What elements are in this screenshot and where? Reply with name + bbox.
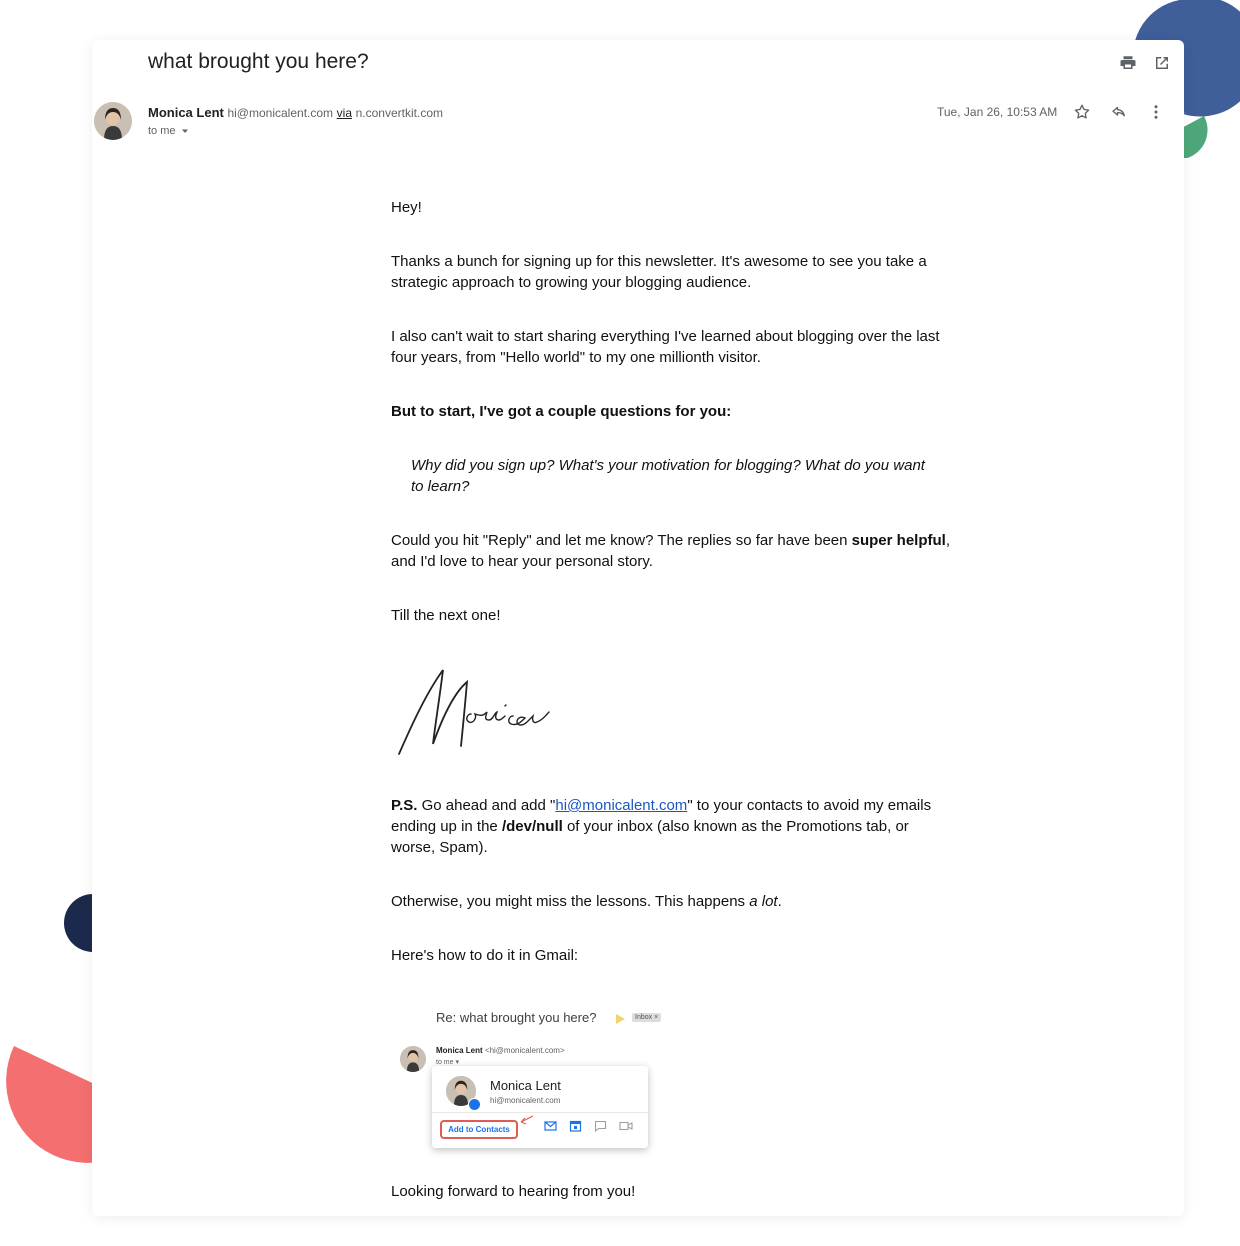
popup-email: hi@monicalent.com: [490, 1096, 561, 1105]
p4-text-c: , and I'd love to hear your personal story.: [391, 532, 950, 570]
more-vertical-icon[interactable]: [1146, 102, 1166, 122]
paragraph-5: Till the next one!: [391, 607, 501, 624]
closing: Looking forward to hearing from you!: [391, 1183, 636, 1200]
top-toolbar: [1118, 53, 1172, 73]
ps-paragraph: [391, 795, 951, 858]
greeting: Hey!: [391, 199, 422, 216]
ps-text-b: " to your contacts to avoid my emails ending up in the: [391, 797, 932, 835]
message-actions: [1072, 102, 1166, 122]
paragraph-4: [391, 530, 951, 572]
sender-name[interactable]: Monica Lent: [148, 105, 224, 120]
screenshot-sender: [436, 1046, 565, 1055]
add-to-contacts-button: Add to Contacts: [440, 1120, 518, 1139]
p4-text-a: Could you hit "Reply" and let me know? The replies so far have been: [391, 532, 852, 549]
email-subject: what brought you here?: [148, 50, 369, 73]
contact-popup: [432, 1066, 648, 1148]
p6-text-c: .: [777, 893, 782, 910]
p6-text-a: Otherwise, you might miss the lessons. This happens: [391, 893, 750, 910]
via-domain: n.convertkit.com: [355, 106, 443, 120]
popup-icon-row: [544, 1120, 633, 1132]
paragraph-2: I also can't wait to start sharing everything I've learned about blogging over the last four years, from "Hello world" to my one millionth visitor.: [391, 328, 940, 366]
popup-name: Monica Lent: [490, 1078, 561, 1093]
email-card: [92, 40, 1184, 1216]
importance-marker-icon: [616, 1014, 625, 1024]
p4-bold: super helpful: [851, 532, 946, 549]
screenshot-subject: Re: what brought you here?: [436, 1010, 597, 1025]
ps-text-c: of your inbox (also known as the Promotions tab, or worse, Spam).: [391, 818, 909, 856]
paragraph-6: [391, 891, 951, 912]
sender-avatar[interactable]: [94, 102, 132, 140]
via-link[interactable]: via: [336, 106, 352, 120]
to-me-label: to me: [148, 125, 176, 137]
email-date: Tue, Jan 26, 10:53 AM: [937, 105, 1058, 119]
paragraph-3: But to start, I've got a couple questions for you:: [391, 403, 732, 420]
ps-bold: /dev/null: [501, 818, 563, 835]
ps-text-a: Go ahead and add ": [417, 797, 556, 814]
screenshot-avatar: [400, 1046, 426, 1072]
p6-italic: a lot: [749, 893, 778, 910]
screenshot-to: to me ▾: [436, 1059, 459, 1066]
email-link[interactable]: hi@monicalent.com: [555, 797, 688, 814]
sender-email: hi@monicalent.com: [227, 106, 334, 120]
video-icon: [619, 1120, 633, 1132]
ps-label: P.S.: [391, 797, 418, 814]
quote: Why did you sign up? What's your motivation for blogging? What do you want to learn?: [411, 457, 925, 495]
calendar-icon: [569, 1120, 582, 1132]
popup-divider: [432, 1112, 648, 1113]
inbox-tag: Inbox ×: [632, 1013, 661, 1022]
chevron-down-icon: [180, 126, 190, 136]
chat-icon: [594, 1120, 607, 1132]
recipient-toggle[interactable]: [148, 125, 190, 137]
open-in-new-window-icon[interactable]: [1152, 53, 1172, 73]
screenshot-sender-email: <hi@monicalent.com>: [484, 1046, 565, 1055]
print-icon[interactable]: [1118, 53, 1138, 73]
red-arrow-icon: [518, 1114, 534, 1126]
paragraph-7: Here's how to do it in Gmail:: [391, 947, 579, 964]
reply-icon[interactable]: [1109, 102, 1129, 122]
contact-badge-icon: [468, 1098, 481, 1111]
gmail-instruction-screenshot: [394, 996, 664, 1156]
handwritten-signature: [395, 662, 585, 762]
paragraph-1: Thanks a bunch for signing up for this newsletter. It's awesome to see you take a strategic approach to growing your blogging audience.: [391, 253, 927, 291]
star-icon[interactable]: [1072, 102, 1092, 122]
sender-line: [148, 105, 443, 120]
mail-icon: [544, 1120, 557, 1132]
screenshot-sender-name: Monica Lent: [436, 1046, 483, 1055]
